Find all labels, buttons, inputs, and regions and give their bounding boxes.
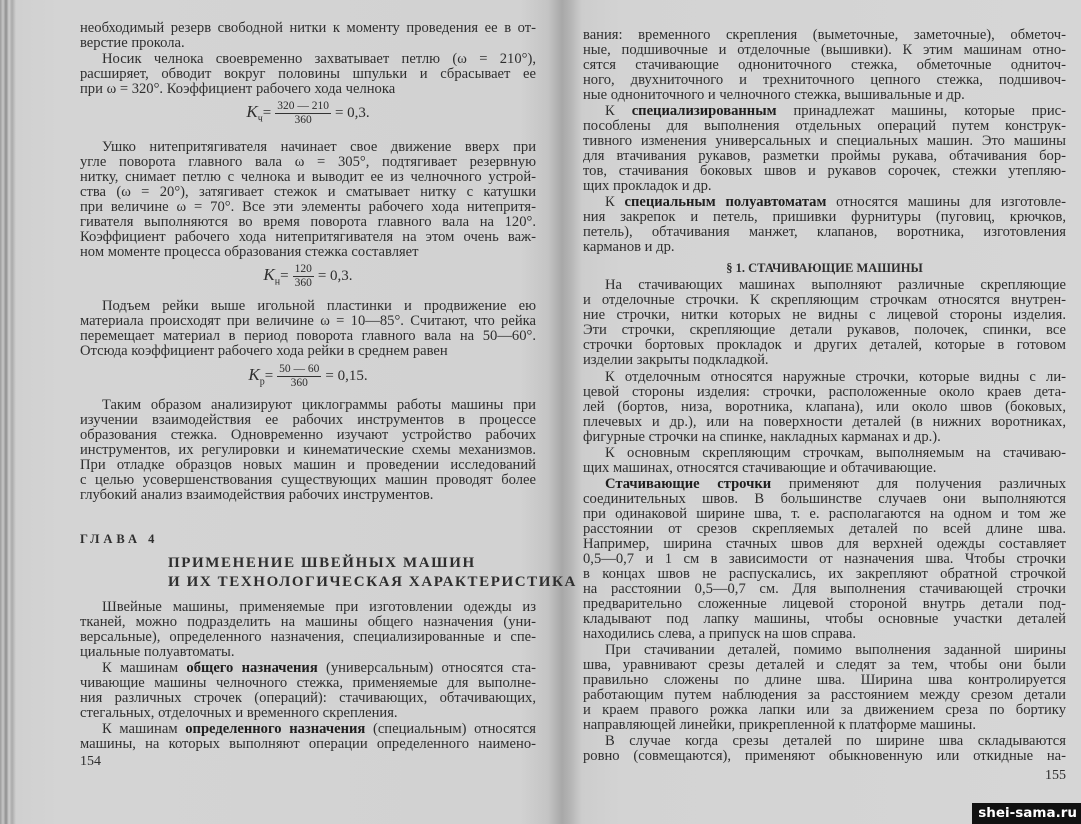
formula — [80, 98, 536, 128]
text-line: при ω = 320°. Коэффициент рабочего хода челнока — [80, 81, 396, 97]
text-line: машины, на которых выполняют операции определенного наимено- — [80, 736, 536, 752]
text-line: глубокий анализ взаимодействия рабочих инструментов. — [80, 487, 434, 503]
text-line: Носик челнока своевременно захватывает петлю (ω = 210°), — [102, 51, 536, 67]
formula-symbol: $K_р$ — [248, 364, 265, 388]
text-line: цевой стороны изделия: строчки, расположенные около краев дета- — [583, 384, 1066, 400]
fraction — [275, 100, 331, 127]
text-line: изучении взаимодействия ее рабочих инструментов в процессе — [80, 412, 536, 428]
paragraph — [80, 398, 536, 503]
text-line: 0,5—0,7 и 1 см в зависимости от назначения шва. Чтобы строчки — [583, 551, 1066, 567]
text-segment: (универсальным) относятся ста- — [317, 660, 536, 676]
text-segment: применяют для получения различных — [771, 476, 1066, 492]
text-line — [80, 722, 536, 737]
paragraph — [583, 195, 1066, 255]
text-line: Отсюда коэффициент рабочего хода рейки в среднем равен — [80, 343, 448, 359]
formula-equals: = — [262, 104, 272, 121]
paragraph — [583, 477, 1066, 642]
paragraph — [80, 52, 536, 97]
paragraph — [583, 278, 1066, 368]
formula-subscript: ч — [257, 113, 263, 125]
text-line: Эти строчки, скрепляющие детали рукавов, полочек, спинки, все — [583, 322, 1066, 338]
text-line: Например, ширина стачных швов для верхней одежды составляет — [583, 536, 1066, 552]
text-line: Таким образом анализируют циклограммы работы машины при — [102, 397, 536, 413]
text-line: необходимый резерв свободной нитки к моменту проведения ее в от- — [80, 20, 536, 36]
formula-result: = 0,3. — [334, 104, 370, 121]
text-line: версальные), определенного назначения, специализированные и спе- — [80, 629, 536, 645]
bold-term: общего назначения — [186, 660, 318, 676]
text-line: чивающие машины челночного стежка, применяемые для выполне- — [80, 675, 536, 691]
text-line: перемещает материал в период поворота главного вала на 50—60°. — [80, 328, 536, 344]
text-line: верстие прокола. — [80, 35, 185, 51]
text-line: строчки бортовых прокладок и других деталей, которые в готовом — [583, 337, 1066, 353]
formula-result: = 0,3. — [317, 267, 353, 284]
left-page — [80, 0, 577, 824]
text-segment: (специальным) относятся — [365, 721, 537, 737]
text-line: ства (ω = 20°), затягивает стежок и сматывает нитку с катушки — [80, 184, 536, 200]
text-line: находились слева, а припуск на шов справа. — [583, 626, 856, 642]
fraction-numerator: 120 — [294, 262, 312, 275]
text-segment: К — [605, 194, 625, 210]
text-line — [583, 477, 1066, 492]
text-line: правильно сложены по длине шва. Ширина шва контролируется — [583, 672, 1066, 688]
bold-term: определенного назначения — [185, 721, 366, 737]
paragraph — [80, 661, 536, 721]
text-line: ного, двухниточного и трехниточного цепного стежка, подшивоч- — [583, 72, 1066, 88]
text-line: плечевых и др.), или на поверхности деталей (в нижних воротниках, — [583, 414, 1066, 430]
text-line: петель), обтачивания манжет, клапанов, воротника, изготовления — [583, 224, 1066, 240]
text-line: ные, подшивочные и отделочные (вышивки). К этим машинам отно- — [583, 42, 1066, 58]
paragraph — [583, 28, 1066, 103]
text-line: и отделочные строчки. К скрепляющим строчкам относятся внутрен- — [583, 292, 1066, 308]
text-line: К основным скрепляющим строчкам, выполняемым на стачиваю- — [605, 445, 1066, 461]
text-line: нитку, снимает петлю с челнока и выводит ее из челночного устрой- — [80, 169, 536, 185]
formula-symbol: $K_ч$ — [246, 101, 263, 125]
fraction-denominator: 360 — [294, 276, 312, 289]
text-line: лей (бортов, низа, воротника, клапана), или около швов (боковых, — [583, 399, 1066, 415]
text-segment: К машинам — [102, 721, 186, 737]
bold-term: Стачивающие строчки — [605, 476, 772, 492]
paragraph — [80, 299, 536, 359]
title-line: И ИХ ТЕХНОЛОГИЧЕСКАЯ ХАРАКТЕРИСТИКА — [168, 574, 577, 590]
formula-equals: = — [264, 367, 274, 384]
text-line: ровно (совмещаются), применяют обыкновенную или откидные на- — [583, 748, 1066, 764]
fraction-denominator: 360 — [294, 113, 312, 126]
text-line: расстоянии от срезов скрепляемых деталей по всей длине шва. — [583, 521, 1066, 537]
formula-result: = 0,15. — [325, 367, 368, 384]
text-line — [80, 661, 536, 676]
text-line: на расстоянии 0,5—0,7 см. Для выполнения стачивающей строчки — [583, 581, 1066, 597]
formula — [80, 361, 536, 391]
page-number: 154 — [80, 754, 101, 769]
text-line: фигурные строчки на спинке, накладных карманах и др.). — [583, 429, 941, 445]
text-line: направляющей линейки, прикрепленной к платформе машины. — [583, 717, 976, 733]
text-line: щих прокладок и др. — [583, 178, 712, 194]
bold-term: специальным полуавтоматам — [624, 194, 827, 210]
text-line — [583, 104, 1066, 119]
text-line: ние строчки, нитки которых не видны с лицевой стороны изделия. — [583, 307, 1066, 323]
text-line: К отделочным относятся наружные строчки, которые видны с ли- — [605, 369, 1066, 385]
paragraph — [583, 370, 1066, 445]
text-line: ния закрепок и петель, пришивки фурнитуры (пуговиц, крючков, — [583, 209, 1066, 225]
text-line: инструментов, их регулировки и кинематические схемы механизмов. — [80, 442, 536, 458]
text-line: Ушко нитепритягивателя начинает свое движение вверх при — [102, 139, 536, 155]
text-line: с целью усовершенствования существующих машин проводят более — [80, 472, 536, 488]
text-segment: К машинам — [102, 660, 187, 676]
text-line: расширяет, обводит вокруг половины шпульки и сбрасывает ее — [80, 66, 536, 82]
fraction — [277, 363, 321, 390]
text-line — [583, 195, 1066, 210]
fraction-numerator: 50 — 60 — [279, 362, 320, 375]
text-line: Подъем рейки выше игольной пластинки и продвижение ею — [102, 298, 536, 314]
text-line: циальные полуавтоматы. — [80, 644, 235, 660]
text-line: изделии закрыты подкладкой. — [583, 352, 769, 368]
fraction — [293, 263, 314, 290]
paragraph — [583, 643, 1066, 733]
title-line: ПРИМЕНЕНИЕ ШВЕЙНЫХ МАШИН — [168, 555, 476, 571]
fraction-numerator: 320 — 210 — [277, 99, 329, 112]
text-line: для втачивания рукавов, разметки проймы рукава, обтачивания бор- — [583, 148, 1066, 164]
text-line: Швейные машины, применяемые при изготовлении одежды из — [102, 599, 536, 615]
text-line: стегальных, отделочных и временного скрепления. — [80, 705, 398, 721]
formula-equals: = — [280, 267, 289, 284]
formula-subscript: н — [274, 276, 281, 288]
watermark: shei-sama.ru — [972, 803, 1081, 824]
formula-subscript: р — [259, 376, 265, 388]
text-line: предварительно сложенные лицевой стороной внутрь детали под- — [583, 596, 1066, 612]
text-line: образования стежка. Одновременно изучают устройство рабочих — [80, 427, 536, 443]
text-line: При отладке образцов новых машин и проведении исследований — [80, 457, 536, 473]
right-page — [583, 0, 1066, 824]
paragraph — [80, 21, 536, 51]
text-line: сятся стачивающие однониточного стежка, обметочные одниточ- — [583, 57, 1066, 73]
text-line: материала происходят при величине ω = 10—85°. Считают, что рейка — [80, 313, 536, 329]
text-line: ные однониточного и челночного стежка, вышивальные и др. — [583, 87, 965, 103]
text-segment: относятся машины для изготовле- — [826, 194, 1066, 210]
section-heading: § 1. СТАЧИВАЮЩИЕ МАШИНЫ — [726, 261, 923, 275]
text-line: Коэффициент рабочего хода нитепритягивателя на этом очень важ- — [80, 229, 536, 245]
formula — [80, 261, 536, 291]
text-segment: К — [605, 103, 632, 119]
fraction-denominator: 360 — [290, 376, 308, 389]
text-line: тивного изменения универсальных и специальных машин. Это машины — [583, 133, 1066, 149]
text-line: гивателя выполняются во время поворота главного вала на 120°. — [80, 214, 536, 230]
text-line: карманов и др. — [583, 239, 675, 255]
text-line: тов, стачивания боковых швов и рукавов сорочек, стежки утепляю- — [583, 163, 1066, 179]
text-line: вания: временного скрепления (выметочные, заметочные), обметоч- — [583, 27, 1066, 43]
text-line: шва, уравнивают срезы деталей и следят за тем, чтобы они были — [583, 657, 1066, 673]
text-line: соединительных швов. В большинстве случаев они выполняются — [583, 491, 1066, 507]
text-line: ном моменте процесса образования стежка составляет — [80, 244, 419, 260]
text-line: при одинаковой ширине шва, т. е. располагаются на одном и том же — [583, 506, 1066, 522]
text-line: угле поворота главного вала ω = 305°, подтягивает резервную — [80, 154, 536, 170]
paragraph — [80, 600, 536, 660]
text-line: работающим путем наблюдения за расстоянием между срезом детали — [583, 687, 1066, 703]
text-line: щих машинах, относятся стачивающие и обтачивающие. — [583, 460, 937, 476]
paragraph — [583, 734, 1066, 764]
text-line: На стачивающих машинах выполняют различные скрепляющие — [605, 277, 1066, 293]
text-line: кладывают под лапку машины, чтобы основные участки деталей — [583, 611, 1066, 627]
bold-term: специализированным — [631, 103, 777, 119]
paragraph — [80, 140, 536, 260]
chapter-label: ГЛАВА 4 — [80, 532, 159, 546]
paragraph — [583, 104, 1066, 194]
text-line: в концах швов не распускались, их закрепляют обратной строчкой — [583, 566, 1066, 582]
text-segment: принадлежат машины, которые прис- — [776, 103, 1066, 119]
formula-symbol: $K_н$ — [263, 264, 281, 288]
chapter-title — [80, 554, 577, 592]
page-number: 155 — [1045, 768, 1066, 783]
paragraph — [80, 722, 536, 752]
text-line: При стачивании деталей, помимо выполнения заданной ширины — [605, 642, 1066, 658]
text-line: тканей, можно подразделить на машины общего назначения (уни- — [80, 614, 536, 630]
paragraph — [583, 446, 1066, 476]
text-line: пособлены для выполнения отдельных операций путем конструк- — [583, 118, 1066, 134]
text-line: В случае когда срезы деталей по ширине шва складываются — [605, 733, 1066, 749]
text-line: ния различных строчек (операций): стачивающих, обтачивающих, — [80, 690, 536, 706]
text-line: и краем правого рожка лапки или за движением среза по бортику — [583, 702, 1066, 718]
text-line: при величине ω = 70°. Все эти элементы рабочего хода нитепритя- — [80, 199, 536, 215]
